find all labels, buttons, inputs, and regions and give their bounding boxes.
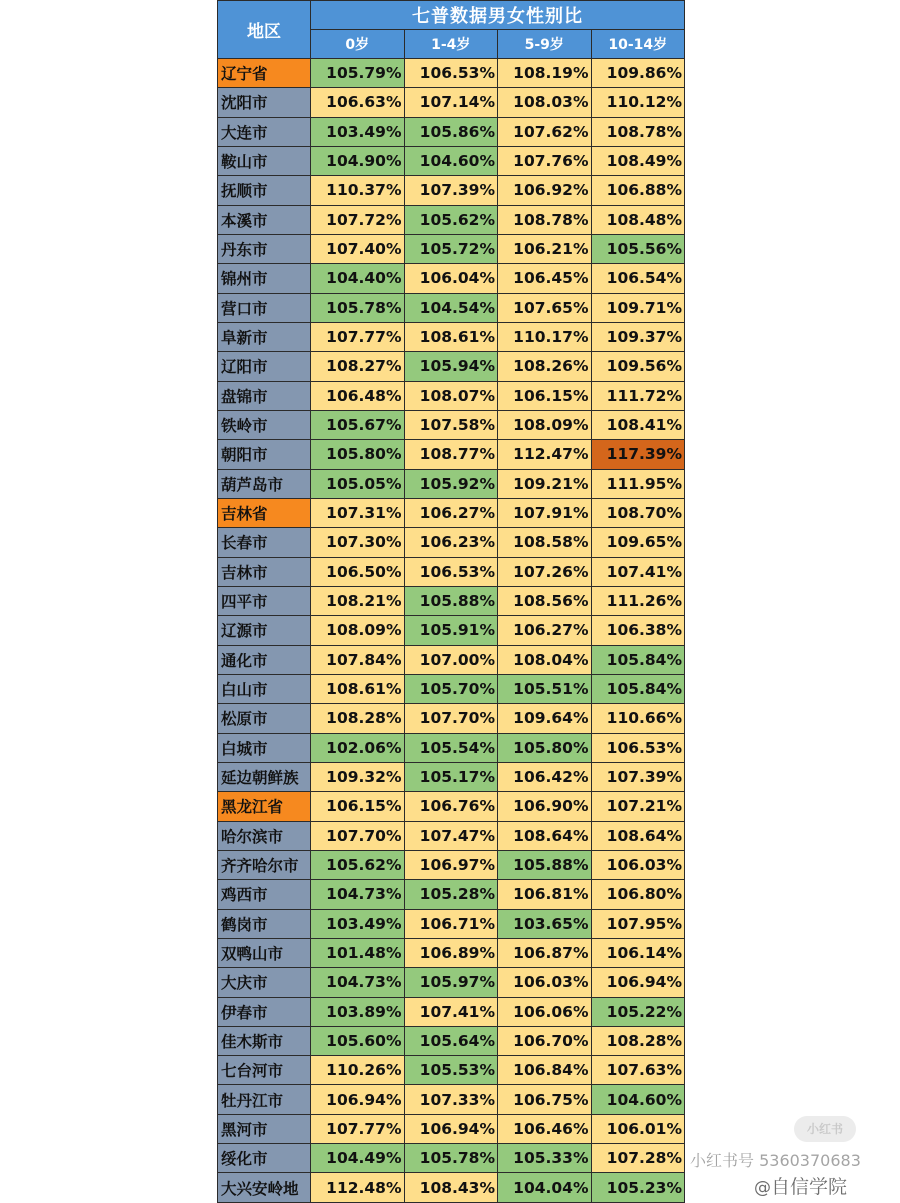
ratio-cell: 111.95% [591, 469, 685, 498]
ratio-cell: 108.48% [591, 205, 685, 234]
ratio-cell: 108.70% [591, 498, 685, 527]
table-row [218, 557, 685, 586]
ratio-cell: 107.91% [498, 498, 592, 527]
weibo-handle [754, 1172, 847, 1199]
ratio-cell: 108.49% [591, 146, 685, 175]
ratio-cell: 108.78% [498, 205, 592, 234]
city-name-cell: 齐齐哈尔市 [218, 850, 311, 879]
ratio-cell: 108.41% [591, 410, 685, 439]
ratio-cell: 105.84% [591, 645, 685, 674]
province-name-cell: 黑龙江省 [218, 792, 311, 821]
ratio-cell: 108.78% [591, 117, 685, 146]
city-name-cell: 松原市 [218, 704, 311, 733]
ratio-cell: 106.97% [404, 850, 498, 879]
sex-ratio-table-container [217, 0, 684, 1203]
ratio-cell: 104.60% [404, 146, 498, 175]
ratio-cell: 110.17% [498, 322, 592, 351]
ratio-cell: 104.49% [311, 1144, 405, 1173]
table-row [218, 674, 685, 703]
ratio-cell: 106.81% [498, 880, 592, 909]
table-row [218, 440, 685, 469]
xiaohongshu-badge: 小红书 [794, 1116, 856, 1142]
age-header-1-4: 1-4岁 [404, 30, 498, 59]
ratio-cell: 105.78% [404, 1144, 498, 1173]
ratio-cell: 106.46% [498, 1114, 592, 1143]
city-name-cell: 鞍山市 [218, 146, 311, 175]
table-row [218, 850, 685, 879]
city-name-cell: 本溪市 [218, 205, 311, 234]
city-name-cell: 黑河市 [218, 1114, 311, 1143]
ratio-cell: 105.88% [498, 850, 592, 879]
ratio-cell: 107.41% [591, 557, 685, 586]
ratio-cell: 106.90% [498, 792, 592, 821]
ratio-cell: 109.65% [591, 528, 685, 557]
ratio-cell: 106.92% [498, 176, 592, 205]
ratio-cell: 102.06% [311, 733, 405, 762]
ratio-cell: 105.56% [591, 234, 685, 263]
ratio-cell: 103.49% [311, 909, 405, 938]
table-title: 七普数据男女性别比 [311, 1, 685, 30]
table-row [218, 762, 685, 791]
ratio-cell: 106.21% [498, 234, 592, 263]
ratio-cell: 103.49% [311, 117, 405, 146]
ratio-cell: 105.64% [404, 1026, 498, 1055]
ratio-cell: 105.92% [404, 469, 498, 498]
city-name-cell: 七台河市 [218, 1056, 311, 1085]
table-row [218, 528, 685, 557]
ratio-cell: 109.56% [591, 352, 685, 381]
table-row [218, 498, 685, 527]
ratio-cell: 106.15% [498, 381, 592, 410]
ratio-cell: 107.70% [404, 704, 498, 733]
ratio-cell: 105.53% [404, 1056, 498, 1085]
ratio-cell: 104.04% [498, 1173, 592, 1202]
ratio-cell: 105.05% [311, 469, 405, 498]
ratio-cell: 106.75% [498, 1085, 592, 1114]
city-name-cell: 伊春市 [218, 997, 311, 1026]
table-row [218, 1026, 685, 1055]
table-row [218, 117, 685, 146]
table-row [218, 645, 685, 674]
table-row [218, 469, 685, 498]
table-row [218, 381, 685, 410]
city-name-cell: 辽源市 [218, 616, 311, 645]
table-row [218, 146, 685, 175]
table-row [218, 352, 685, 381]
ratio-cell: 107.77% [311, 1114, 405, 1143]
region-header: 地区 [218, 1, 311, 59]
ratio-cell: 106.94% [591, 968, 685, 997]
province-name-cell: 吉林省 [218, 498, 311, 527]
at-icon: @ [754, 1178, 771, 1198]
ratio-cell: 105.78% [311, 293, 405, 322]
city-name-cell: 阜新市 [218, 322, 311, 351]
table-row [218, 88, 685, 117]
ratio-cell: 107.47% [404, 821, 498, 850]
table-row [218, 880, 685, 909]
ratio-cell: 105.80% [311, 440, 405, 469]
table-row [218, 821, 685, 850]
table-row [218, 1173, 685, 1202]
age-header-5-9: 5-9岁 [498, 30, 592, 59]
city-name-cell: 锦州市 [218, 264, 311, 293]
ratio-cell: 108.61% [404, 322, 498, 351]
ratio-cell: 105.60% [311, 1026, 405, 1055]
ratio-cell: 108.26% [498, 352, 592, 381]
ratio-cell: 104.73% [311, 880, 405, 909]
ratio-cell: 106.54% [591, 264, 685, 293]
ratio-cell: 106.70% [498, 1026, 592, 1055]
table-row [218, 938, 685, 967]
ratio-cell: 106.71% [404, 909, 498, 938]
ratio-cell: 106.38% [591, 616, 685, 645]
ratio-cell: 108.09% [498, 410, 592, 439]
ratio-cell: 107.39% [404, 176, 498, 205]
ratio-cell: 109.71% [591, 293, 685, 322]
table-row [218, 293, 685, 322]
city-name-cell: 大庆市 [218, 968, 311, 997]
ratio-cell: 108.43% [404, 1173, 498, 1202]
city-name-cell: 盘锦市 [218, 381, 311, 410]
city-name-cell: 白城市 [218, 733, 311, 762]
ratio-cell: 104.73% [311, 968, 405, 997]
ratio-cell: 106.80% [591, 880, 685, 909]
ratio-cell: 107.26% [498, 557, 592, 586]
ratio-cell: 105.80% [498, 733, 592, 762]
ratio-cell: 107.58% [404, 410, 498, 439]
table-row [218, 1056, 685, 1085]
city-name-cell: 丹东市 [218, 234, 311, 263]
ratio-cell: 106.14% [591, 938, 685, 967]
ratio-cell: 108.04% [498, 645, 592, 674]
city-name-cell: 延边朝鲜族 [218, 762, 311, 791]
ratio-cell: 101.48% [311, 938, 405, 967]
ratio-cell: 108.58% [498, 528, 592, 557]
ratio-cell: 107.00% [404, 645, 498, 674]
ratio-cell: 106.03% [498, 968, 592, 997]
ratio-cell: 109.32% [311, 762, 405, 791]
ratio-cell: 106.53% [591, 733, 685, 762]
ratio-cell: 107.14% [404, 88, 498, 117]
ratio-cell: 117.39% [591, 440, 685, 469]
province-name-cell: 辽宁省 [218, 59, 311, 88]
city-name-cell: 哈尔滨市 [218, 821, 311, 850]
city-name-cell: 铁岭市 [218, 410, 311, 439]
city-name-cell: 双鸭山市 [218, 938, 311, 967]
city-name-cell: 鹤岗市 [218, 909, 311, 938]
ratio-cell: 106.42% [498, 762, 592, 791]
ratio-cell: 104.40% [311, 264, 405, 293]
ratio-cell: 106.27% [404, 498, 498, 527]
ratio-cell: 108.64% [591, 821, 685, 850]
ratio-cell: 103.89% [311, 997, 405, 1026]
ratio-cell: 108.28% [311, 704, 405, 733]
city-name-cell: 吉林市 [218, 557, 311, 586]
ratio-cell: 108.09% [311, 616, 405, 645]
ratio-cell: 105.86% [404, 117, 498, 146]
ratio-cell: 105.97% [404, 968, 498, 997]
table-row [218, 909, 685, 938]
xiaohongshu-watermark [690, 1108, 900, 1200]
city-name-cell: 辽阳市 [218, 352, 311, 381]
city-name-cell: 牡丹江市 [218, 1085, 311, 1114]
table-row [218, 704, 685, 733]
table-row [218, 733, 685, 762]
ratio-cell: 107.84% [311, 645, 405, 674]
ratio-cell: 109.37% [591, 322, 685, 351]
city-name-cell: 长春市 [218, 528, 311, 557]
ratio-cell: 107.70% [311, 821, 405, 850]
ratio-cell: 108.28% [591, 1026, 685, 1055]
city-name-cell: 沈阳市 [218, 88, 311, 117]
handle-text: 自信学院 [771, 1176, 848, 1198]
ratio-cell: 107.95% [591, 909, 685, 938]
ratio-cell: 105.17% [404, 762, 498, 791]
ratio-cell: 105.79% [311, 59, 405, 88]
ratio-cell: 108.19% [498, 59, 592, 88]
city-name-cell: 营口市 [218, 293, 311, 322]
ratio-cell: 109.64% [498, 704, 592, 733]
ratio-cell: 105.72% [404, 234, 498, 263]
ratio-cell: 105.91% [404, 616, 498, 645]
ratio-cell: 105.94% [404, 352, 498, 381]
city-name-cell: 葫芦岛市 [218, 469, 311, 498]
ratio-cell: 103.65% [498, 909, 592, 938]
table-row [218, 616, 685, 645]
ratio-cell: 106.23% [404, 528, 498, 557]
ratio-cell: 110.37% [311, 176, 405, 205]
table-row [218, 176, 685, 205]
age-header-10-14: 10-14岁 [591, 30, 685, 59]
table-row [218, 322, 685, 351]
sex-ratio-table [217, 0, 685, 1203]
ratio-cell: 104.60% [591, 1085, 685, 1114]
ratio-cell: 105.51% [498, 674, 592, 703]
ratio-cell: 106.06% [498, 997, 592, 1026]
ratio-cell: 107.21% [591, 792, 685, 821]
ratio-cell: 106.50% [311, 557, 405, 586]
ratio-cell: 108.56% [498, 586, 592, 615]
ratio-cell: 107.33% [404, 1085, 498, 1114]
ratio-cell: 105.23% [591, 1173, 685, 1202]
ratio-cell: 108.27% [311, 352, 405, 381]
ratio-cell: 107.76% [498, 146, 592, 175]
ratio-cell: 110.12% [591, 88, 685, 117]
ratio-cell: 108.64% [498, 821, 592, 850]
ratio-cell: 106.04% [404, 264, 498, 293]
ratio-cell: 105.67% [311, 410, 405, 439]
ratio-cell: 105.62% [311, 850, 405, 879]
ratio-cell: 111.26% [591, 586, 685, 615]
table-row [218, 205, 685, 234]
table-row [218, 968, 685, 997]
ratio-cell: 105.88% [404, 586, 498, 615]
ratio-cell: 105.28% [404, 880, 498, 909]
ratio-cell: 107.77% [311, 322, 405, 351]
table-row [218, 997, 685, 1026]
ratio-cell: 105.54% [404, 733, 498, 762]
table-row [218, 59, 685, 88]
ratio-cell: 105.62% [404, 205, 498, 234]
city-name-cell: 通化市 [218, 645, 311, 674]
table-row [218, 410, 685, 439]
ratio-cell: 106.53% [404, 59, 498, 88]
ratio-cell: 106.15% [311, 792, 405, 821]
ratio-cell: 106.48% [311, 381, 405, 410]
city-name-cell: 绥化市 [218, 1144, 311, 1173]
ratio-cell: 108.61% [311, 674, 405, 703]
ratio-cell: 105.70% [404, 674, 498, 703]
ratio-cell: 107.65% [498, 293, 592, 322]
ratio-cell: 106.87% [498, 938, 592, 967]
ratio-cell: 108.21% [311, 586, 405, 615]
ratio-cell: 108.07% [404, 381, 498, 410]
ratio-cell: 106.53% [404, 557, 498, 586]
ratio-cell: 106.84% [498, 1056, 592, 1085]
ratio-cell: 106.27% [498, 616, 592, 645]
ratio-cell: 111.72% [591, 381, 685, 410]
ratio-cell: 112.47% [498, 440, 592, 469]
ratio-cell: 106.94% [311, 1085, 405, 1114]
ratio-cell: 107.30% [311, 528, 405, 557]
city-name-cell: 抚顺市 [218, 176, 311, 205]
ratio-cell: 105.33% [498, 1144, 592, 1173]
ratio-cell: 107.39% [591, 762, 685, 791]
ratio-cell: 107.72% [311, 205, 405, 234]
ratio-cell: 106.03% [591, 850, 685, 879]
table-row [218, 234, 685, 263]
city-name-cell: 大兴安岭地 [218, 1173, 311, 1202]
ratio-cell: 107.62% [498, 117, 592, 146]
ratio-cell: 105.84% [591, 674, 685, 703]
ratio-cell: 107.63% [591, 1056, 685, 1085]
ratio-cell: 104.90% [311, 146, 405, 175]
xiaohongshu-id: 小红书号 5360370683 [690, 1151, 861, 1170]
age-header-0: 0岁 [311, 30, 405, 59]
ratio-cell: 106.94% [404, 1114, 498, 1143]
ratio-cell: 107.31% [311, 498, 405, 527]
city-name-cell: 鸡西市 [218, 880, 311, 909]
ratio-cell: 109.86% [591, 59, 685, 88]
ratio-cell: 110.66% [591, 704, 685, 733]
ratio-cell: 107.28% [591, 1144, 685, 1173]
ratio-cell: 108.77% [404, 440, 498, 469]
ratio-cell: 110.26% [311, 1056, 405, 1085]
ratio-cell: 107.40% [311, 234, 405, 263]
city-name-cell: 朝阳市 [218, 440, 311, 469]
table-row [218, 1085, 685, 1114]
ratio-cell: 106.01% [591, 1114, 685, 1143]
city-name-cell: 佳木斯市 [218, 1026, 311, 1055]
table-row [218, 1114, 685, 1143]
city-name-cell: 白山市 [218, 674, 311, 703]
ratio-cell: 106.88% [591, 176, 685, 205]
table-row [218, 264, 685, 293]
city-name-cell: 大连市 [218, 117, 311, 146]
ratio-cell: 105.22% [591, 997, 685, 1026]
table-row [218, 792, 685, 821]
table-body [218, 59, 685, 1203]
ratio-cell: 108.03% [498, 88, 592, 117]
table-header-row [218, 1, 685, 30]
city-name-cell: 四平市 [218, 586, 311, 615]
ratio-cell: 106.45% [498, 264, 592, 293]
ratio-cell: 106.63% [311, 88, 405, 117]
ratio-cell: 112.48% [311, 1173, 405, 1202]
table-row [218, 586, 685, 615]
ratio-cell: 106.89% [404, 938, 498, 967]
ratio-cell: 109.21% [498, 469, 592, 498]
ratio-cell: 104.54% [404, 293, 498, 322]
ratio-cell: 107.41% [404, 997, 498, 1026]
table-row [218, 1144, 685, 1173]
ratio-cell: 106.76% [404, 792, 498, 821]
